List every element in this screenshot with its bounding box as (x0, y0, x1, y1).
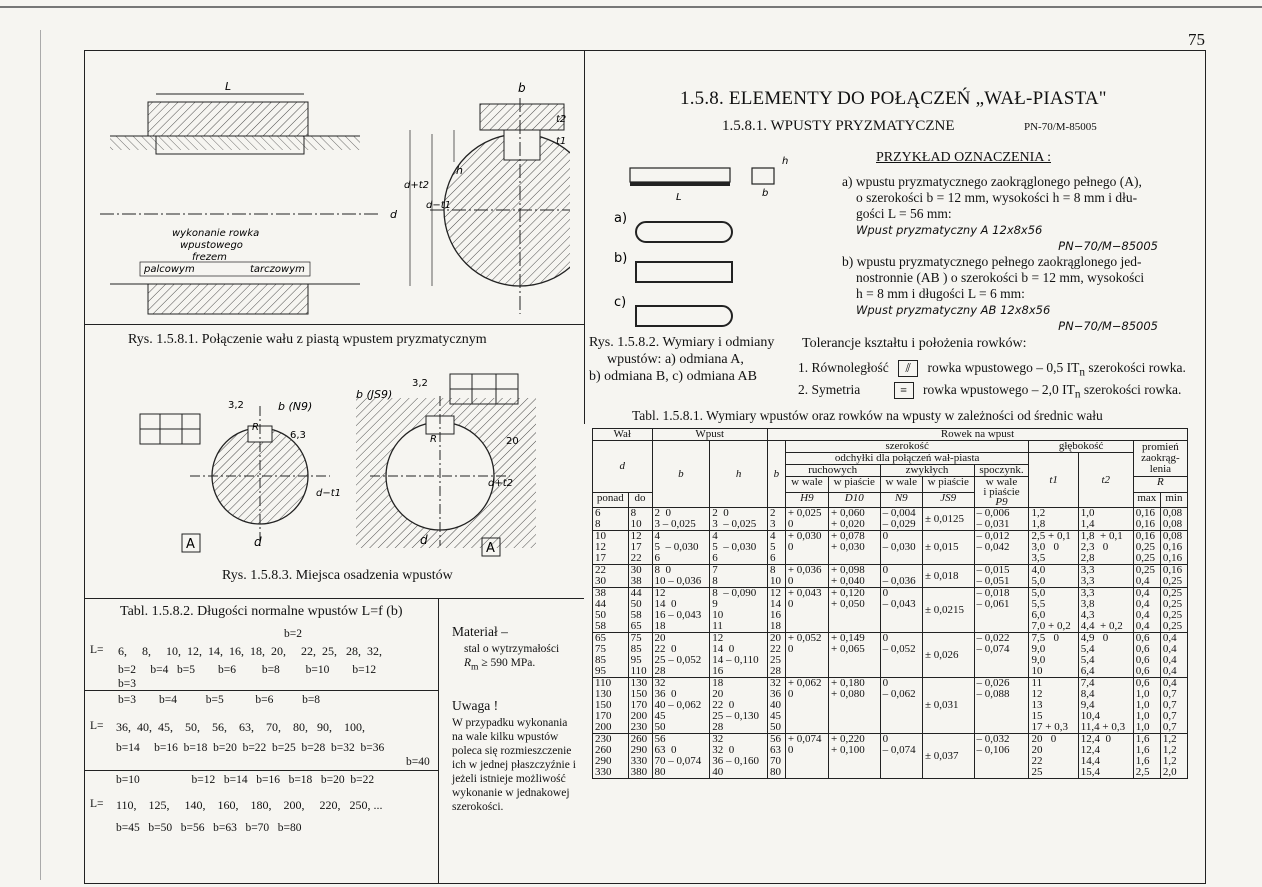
example-a-code1: Wpust pryzmatyczny A 12x8x56 (856, 223, 1043, 237)
cell-h9: + 0,030 0 (785, 531, 828, 565)
cell-t1: 11 12 13 15 17 + 0,3 (1029, 678, 1078, 734)
table2-row1-top: b=2 (284, 628, 302, 640)
top-border-line (0, 6, 1262, 8)
fig3-label-d-t1: d−t1 (316, 488, 342, 499)
material-line1: stal o wytrzymałości (464, 643, 560, 655)
th-b: b (678, 467, 684, 480)
cell-t1: 1,2 1,8 (1029, 508, 1078, 531)
th-zaok: zaokrąg- (1141, 452, 1180, 464)
cell-h9: + 0,025 0 (785, 508, 828, 531)
cell-b: 32 36 0 40 – 0,062 45 50 (652, 678, 710, 734)
tolerance-item1-label: 1. Równoległość (798, 360, 889, 375)
divider-left-vertical (584, 50, 585, 424)
cell-min: 0,08 0,16 0,16 (1160, 531, 1187, 565)
material-sub: m (471, 661, 479, 673)
cell-h: 32 32 0 36 – 0,160 40 (710, 734, 768, 779)
tolerance-item2-text: rowka wpustowego – 2,0 IT (923, 382, 1075, 397)
table2-row3-L: L= (90, 798, 104, 810)
fig2-caption (589, 334, 774, 385)
fig3-datum-A-left: A (186, 537, 195, 552)
example-a (842, 174, 1172, 334)
fig2-label-c: c) (614, 295, 627, 310)
tolerance-item1-end: szerokości rowka. (1084, 360, 1186, 375)
th-max: max (1133, 492, 1160, 508)
th-b2: b (773, 467, 780, 480)
example-a-line2: o szerokości b = 12 mm, wysokości h = 8 mm i dłu- (856, 190, 1138, 205)
th-wpiasc1: w piaście (829, 477, 881, 493)
table2-lengths (84, 624, 438, 882)
cell-js9: ± 0,018 (922, 565, 974, 588)
cell-t2: 3,3 3,8 4,3 4,4 + 0,2 (1078, 588, 1133, 633)
cell-b2: 8 10 (767, 565, 785, 588)
material-end: ≥ 590 MPa. (478, 657, 536, 669)
cell-js9: ± 0,0125 (922, 508, 974, 531)
example-title: PRZYKŁAD OZNACZENIA : (876, 150, 1051, 165)
th-D10: D10 (844, 491, 864, 504)
cell-p9: – 0,018 – 0,061 (974, 588, 1029, 633)
material-line2 (464, 656, 535, 674)
cell-do: 8 10 (628, 508, 652, 531)
cell-ponad: 22 30 (593, 565, 629, 588)
th-wpust: Wpust (652, 429, 767, 441)
cell-b2: 20 22 25 28 (767, 633, 785, 678)
cell-p9: – 0,015 – 0,051 (974, 565, 1029, 588)
table2-divider2 (84, 770, 438, 771)
fig3-label-r32-b: 3,2 (412, 378, 428, 389)
example-a-code2: PN−70/M−85005 (1058, 239, 1158, 253)
tolerance-title: Tolerancje kształtu i położenia rowków: (802, 336, 1027, 351)
fig1-label-h: h (456, 164, 463, 177)
th-prom: promień (1142, 441, 1179, 453)
fig2-caption-line3: b) odmiana B, c) odmiana AB (589, 369, 757, 384)
cell-t2: 7,4 8,4 9,4 10,4 11,4 + 0,3 (1078, 678, 1133, 734)
cell-js9: ± 0,026 (922, 633, 974, 678)
cell-b2: 56 63 70 80 (767, 734, 785, 779)
cell-min: 1,2 1,2 1,2 2,0 (1160, 734, 1187, 779)
cell-ponad: 38 44 50 58 (593, 588, 629, 633)
material-R: R (464, 657, 472, 669)
fig3-label-b-n9: b (N9) (278, 400, 313, 413)
fig2-label-L: L (676, 192, 682, 203)
cell-b2: 32 36 40 45 50 (767, 678, 785, 734)
fig1-label-t2: t2 (556, 114, 567, 125)
th-szer: szerokość (785, 441, 1029, 453)
fig3-caption: Rys. 1.5.8.3. Miejsca osadzenia wpustów (222, 568, 453, 583)
cell-js9: ± 0,031 (922, 678, 974, 734)
th-odch: odchyłki dla połączeń wał-piasta (785, 453, 1029, 465)
fig1-note1: wykonanie rowka (172, 228, 260, 239)
cell-h: 7 8 (710, 565, 768, 588)
cell-ponad: 10 12 17 (593, 531, 629, 565)
table2-row3-b: b=45 b=50 b=56 b=63 b=70 b=80 (116, 822, 302, 834)
symmetry-icon: ≡ (894, 382, 914, 399)
cell-h: 2 0 3 – 0,025 (710, 508, 768, 531)
cell-b: 2 0 3 – 0,025 (652, 508, 710, 531)
fig1-label-d-t2: d+t2 (404, 180, 430, 191)
table2-row3-values: 110, 125, 140, 160, 180, 200, 220, 250, ... (116, 798, 383, 812)
cell-ponad: 110 130 150 170 200 (593, 678, 629, 734)
cell-d10: + 0,220 + 0,100 (829, 734, 881, 779)
cell-max: 0,4 0,4 0,4 0,4 (1133, 588, 1160, 633)
cell-ponad: 230 260 290 330 (593, 734, 629, 779)
material-title: Materiał – (452, 624, 508, 639)
cell-b: 4 5 – 0,030 6 (652, 531, 710, 565)
cell-h: 4 5 – 0,030 6 (710, 531, 768, 565)
th-t2: t2 (1101, 473, 1111, 486)
cell-d10: + 0,149 + 0,065 (829, 633, 881, 678)
th-wal: Wał (593, 429, 653, 441)
cell-p9: – 0,006 – 0,031 (974, 508, 1029, 531)
th-H9: H9 (800, 491, 814, 504)
cell-min: 0,4 0,7 0,7 0,7 0,7 (1160, 678, 1187, 734)
cell-max: 1,6 1,6 1,6 2,5 (1133, 734, 1160, 779)
cell-h9: + 0,036 0 (785, 565, 828, 588)
table2-row1-extra: b=3 (118, 678, 136, 690)
cell-n9: 0 – 0,030 (880, 531, 922, 565)
parallelism-icon: ⫽ (898, 360, 918, 377)
page-number: 75 (1188, 30, 1205, 49)
fig2-caption-line1: Rys. 1.5.8.2. Wymiary i odmiany (589, 335, 775, 350)
fig3-label-d: d (254, 535, 262, 549)
divider-left-horizontal (84, 324, 584, 325)
cell-t1: 5,0 5,5 6,0 7,0 + 0,2 (1029, 588, 1078, 633)
cell-do: 130 150 170 200 230 (628, 678, 652, 734)
fig3-label-R: R (252, 422, 259, 433)
fig2-caption-line2: wpustów: a) odmiana A, (607, 352, 744, 367)
fig1-note-left: palcowym (144, 264, 195, 275)
cell-h: 8 – 0,090 9 10 11 (710, 588, 768, 633)
fig3-label-R-b: R (430, 434, 437, 445)
th-R: R (1157, 476, 1164, 488)
cell-b: 56 63 0 70 – 0,074 80 (652, 734, 710, 779)
cell-max: 0,16 0,16 (1133, 508, 1160, 531)
table2-row2-L: L= (90, 720, 104, 732)
norm-code: PN-70/M-85005 (1024, 121, 1097, 133)
fig1-caption: Rys. 1.5.8.1. Połączenie wału z piastą wpustem pryzmatycznym (128, 332, 487, 347)
cell-min: 0,16 0,25 (1160, 565, 1187, 588)
fig1-label-L: L (225, 80, 232, 93)
fig3-datum-A-right: A (486, 541, 495, 556)
fig3-label-d-b: d (420, 533, 428, 547)
fig1-label-d-t1: d−t1 (426, 200, 452, 211)
th-h: h (735, 467, 742, 480)
cell-ponad: 6 8 (593, 508, 629, 531)
th-t1: t1 (1049, 473, 1058, 486)
cell-do: 260 290 330 380 (628, 734, 652, 779)
cell-n9: 0 – 0,036 (880, 565, 922, 588)
cell-h9: + 0,062 0 (785, 678, 828, 734)
example-a-line1: a) wpustu pryzmatycznego zaokrąglonego pełnego (A), (842, 174, 1142, 189)
cell-b2: 2 3 (767, 508, 785, 531)
cell-h: 12 14 0 14 – 0,110 16 (710, 633, 768, 678)
example-b-code2: PN−70/M−85005 (1058, 319, 1158, 333)
cell-t1: 7,5 0 9,0 9,0 10 (1029, 633, 1078, 678)
fig1-label-d: d (390, 208, 397, 221)
table1-header-row2 (593, 441, 1188, 453)
divider-material (438, 598, 439, 884)
th-spocz: spoczynk. (974, 465, 1029, 477)
tolerance-item2 (798, 382, 1181, 401)
cell-b: 20 22 0 25 – 0,052 28 (652, 633, 710, 678)
table2-divider1 (84, 690, 438, 691)
example-b-line3: h = 8 mm i długości L = 6 mm: (856, 286, 1025, 301)
cell-h9: + 0,052 0 (785, 633, 828, 678)
cell-max: 0,6 0,6 0,6 0,6 (1133, 633, 1160, 678)
fig2-label-h: h (782, 156, 789, 167)
tolerance-item1-sub: n (1079, 366, 1085, 379)
cell-max: 0,6 1,0 1,0 1,0 1,0 (1133, 678, 1160, 734)
fig3-label-r20: 20 (506, 436, 519, 447)
cell-do: 75 85 95 110 (628, 633, 652, 678)
cell-t2: 12,4 0 12,4 14,4 15,4 (1078, 734, 1133, 779)
subsection-title: 1.5.8.1. WPUSTY PRYZMATYCZNE (722, 118, 955, 134)
cell-h: 18 20 22 0 25 – 0,130 28 (710, 678, 768, 734)
table-row (593, 678, 1188, 734)
example-b-code1: Wpust pryzmatyczny AB 12x8x56 (856, 303, 1051, 317)
cell-max: 0,25 0,4 (1133, 565, 1160, 588)
fig1-note2: wpustowego (180, 240, 243, 251)
table1-body (593, 508, 1188, 779)
note-text: W przypadku wykonania na wale kilku wpustów poleca się rozmieszczenie ich w jednej płaszczyźnie i jeżeli istnieje możliwość wykonanie w jednakowej szerokości. (452, 717, 576, 813)
th-d: d (619, 459, 626, 472)
cell-d10: + 0,060 + 0,020 (829, 508, 881, 531)
th-ruch: ruchowych (785, 465, 880, 477)
cell-d10: + 0,098 + 0,040 (829, 565, 881, 588)
tolerance-item2-sub: n (1074, 388, 1081, 401)
cell-t1: 4,0 5,0 (1029, 565, 1078, 588)
th-gleb: głębokość (1029, 441, 1133, 453)
th-lenia: lenia (1149, 463, 1172, 475)
table2-caption: Tabl. 1.5.8.2. Długości normalne wpustów L=f (b) (120, 604, 403, 619)
cell-ponad: 65 75 85 95 (593, 633, 629, 678)
th-N9: N9 (894, 491, 908, 504)
table2-row1-b: b=2 b=4 b=5 b=6 b=8 b=10 b=12 (118, 664, 377, 676)
table-row (593, 508, 1188, 531)
cell-n9: 0 – 0,052 (880, 633, 922, 678)
table2-row2-values: 36, 40, 45, 50, 56, 63, 70, 80, 90, 100, (116, 720, 365, 734)
th-ipiasc: i piaście (983, 486, 1020, 498)
cell-h9: + 0,074 0 (785, 734, 828, 779)
table-row (593, 633, 1188, 678)
tolerance-item2-label: 2. Symetria (798, 382, 861, 397)
cell-do: 44 50 58 65 (628, 588, 652, 633)
cell-t2: 1,8 + 0,1 2,3 0 2,8 (1078, 531, 1133, 565)
table1-dimensions (592, 428, 1188, 779)
cell-do: 30 38 (628, 565, 652, 588)
example-section (876, 150, 1051, 166)
th-JS9: JS9 (940, 491, 957, 504)
cell-p9: – 0,012 – 0,042 (974, 531, 1029, 565)
table1-caption: Tabl. 1.5.8.1. Wymiary wpustów oraz rowków na wpusty w zależności od średnic wału (632, 408, 1103, 423)
table2-row2-extra: b=40 (406, 756, 430, 768)
divider-fig3 (84, 598, 584, 599)
th-wwale3: w wale (985, 476, 1018, 488)
th-wwale2: w wale (880, 477, 922, 493)
example-b-line2: nostronnie (AB ) o szerokości b = 12 mm, wysokości (856, 270, 1145, 285)
th-rowek: Rowek na wpust (767, 429, 1187, 441)
table-row (593, 565, 1188, 588)
cell-d10: + 0,180 + 0,080 (829, 678, 881, 734)
tolerance-item2-end: szerokości rowka. (1080, 382, 1182, 397)
cell-p9: – 0,032 – 0,106 (974, 734, 1029, 779)
th-wpiasc2: w piaście (922, 477, 974, 493)
fig1-note3: frezem (192, 252, 227, 263)
fig1-label-t1: t1 (556, 136, 567, 147)
cell-b: 8 0 10 – 0,036 (652, 565, 710, 588)
tolerance-item1-text: rowka wpustowego – 0,5 IT (927, 360, 1080, 375)
table-row (593, 531, 1188, 565)
th-do: do (628, 492, 652, 508)
cell-p9: – 0,022 – 0,074 (974, 633, 1029, 678)
cell-h9: + 0,043 0 (785, 588, 828, 633)
th-min: min (1160, 492, 1187, 508)
cell-n9: 0 – 0,074 (880, 734, 922, 779)
table1-header-row1 (593, 429, 1188, 441)
cell-max: 0,16 0,25 0,25 (1133, 531, 1160, 565)
table2-row1-values: 6, 8, 10, 12, 14, 16, 18, 20, 22, 25, 28, 32, (118, 644, 382, 658)
th-P9: P9 (995, 496, 1008, 508)
fig1-label-b: b (518, 81, 526, 95)
th-wwale1: w wale (785, 477, 828, 493)
cell-do: 12 17 22 (628, 531, 652, 565)
cell-t2: 1,0 1,4 (1078, 508, 1133, 531)
cell-min: 0,4 0,4 0,4 0,4 (1160, 633, 1187, 678)
fig2-label-bvar: b) (614, 251, 628, 266)
cell-p9: – 0,026 – 0,088 (974, 678, 1029, 734)
section-title: 1.5.8. ELEMENTY DO POŁĄCZEŃ „WAŁ-PIASTA" (680, 88, 1107, 109)
fig3-label-b-js9: b (JS9) (356, 388, 393, 401)
table2-row3-top: b=10 b=12 b=14 b=16 b=18 b=20 b=22 (116, 774, 375, 786)
cell-b2: 12 14 16 18 (767, 588, 785, 633)
note-title: Uwaga ! (452, 698, 499, 713)
table-row (593, 588, 1188, 633)
fig2-label-a: a) (614, 211, 628, 226)
figure-key-seat-locations (130, 346, 570, 566)
example-a-line3: gości L = 56 mm: (856, 206, 952, 221)
cell-t1: 20 0 20 22 25 (1029, 734, 1078, 779)
fig3-label-d-t2: d+t2 (488, 478, 514, 489)
cell-min: 0,08 0,08 (1160, 508, 1187, 531)
cell-js9: ± 0,0215 (922, 588, 974, 633)
table-row (593, 734, 1188, 779)
table2-row1-L: L= (90, 644, 104, 656)
cell-js9: ± 0,037 (922, 734, 974, 779)
cell-n9: 0 – 0,062 (880, 678, 922, 734)
fig2-label-b: b (762, 188, 769, 199)
cell-d10: + 0,078 + 0,030 (829, 531, 881, 565)
cell-js9: ± 0,015 (922, 531, 974, 565)
fig3-label-r63: 6,3 (290, 430, 306, 441)
table2-row2-top: b=3 b=4 b=5 b=6 b=8 (118, 694, 321, 706)
cell-b2: 4 5 6 (767, 531, 785, 565)
figure-key-variants (596, 150, 796, 330)
tolerance-item1 (798, 360, 1186, 379)
left-margin-line (40, 30, 41, 880)
cell-b: 12 14 0 16 – 0,043 18 (652, 588, 710, 633)
fig1-note-right: tarczowym (250, 264, 305, 275)
example-b-line1: b) wpustu pryzmatycznego pełnego zaokrąglonego jed- (842, 254, 1142, 269)
cell-t2: 4,9 0 5,4 5,4 6,4 (1078, 633, 1133, 678)
cell-d10: + 0,120 + 0,050 (829, 588, 881, 633)
fig3-label-r32: 3,2 (228, 400, 244, 411)
figure-shaft-hub-connection (100, 78, 570, 318)
table2-row2-b: b=14 b=16 b=18 b=20 b=22 b=25 b=28 b=32 b=36 (116, 742, 385, 754)
cell-min: 0,25 0,25 0,25 0,25 (1160, 588, 1187, 633)
cell-t1: 2,5 + 0,1 3,0 0 3,5 (1029, 531, 1078, 565)
cell-n9: – 0,004 – 0,029 (880, 508, 922, 531)
cell-t2: 3,3 3,3 (1078, 565, 1133, 588)
cell-n9: 0 – 0,043 (880, 588, 922, 633)
th-zwyk: zwykłych (880, 465, 974, 477)
th-ponad: ponad (593, 492, 629, 508)
